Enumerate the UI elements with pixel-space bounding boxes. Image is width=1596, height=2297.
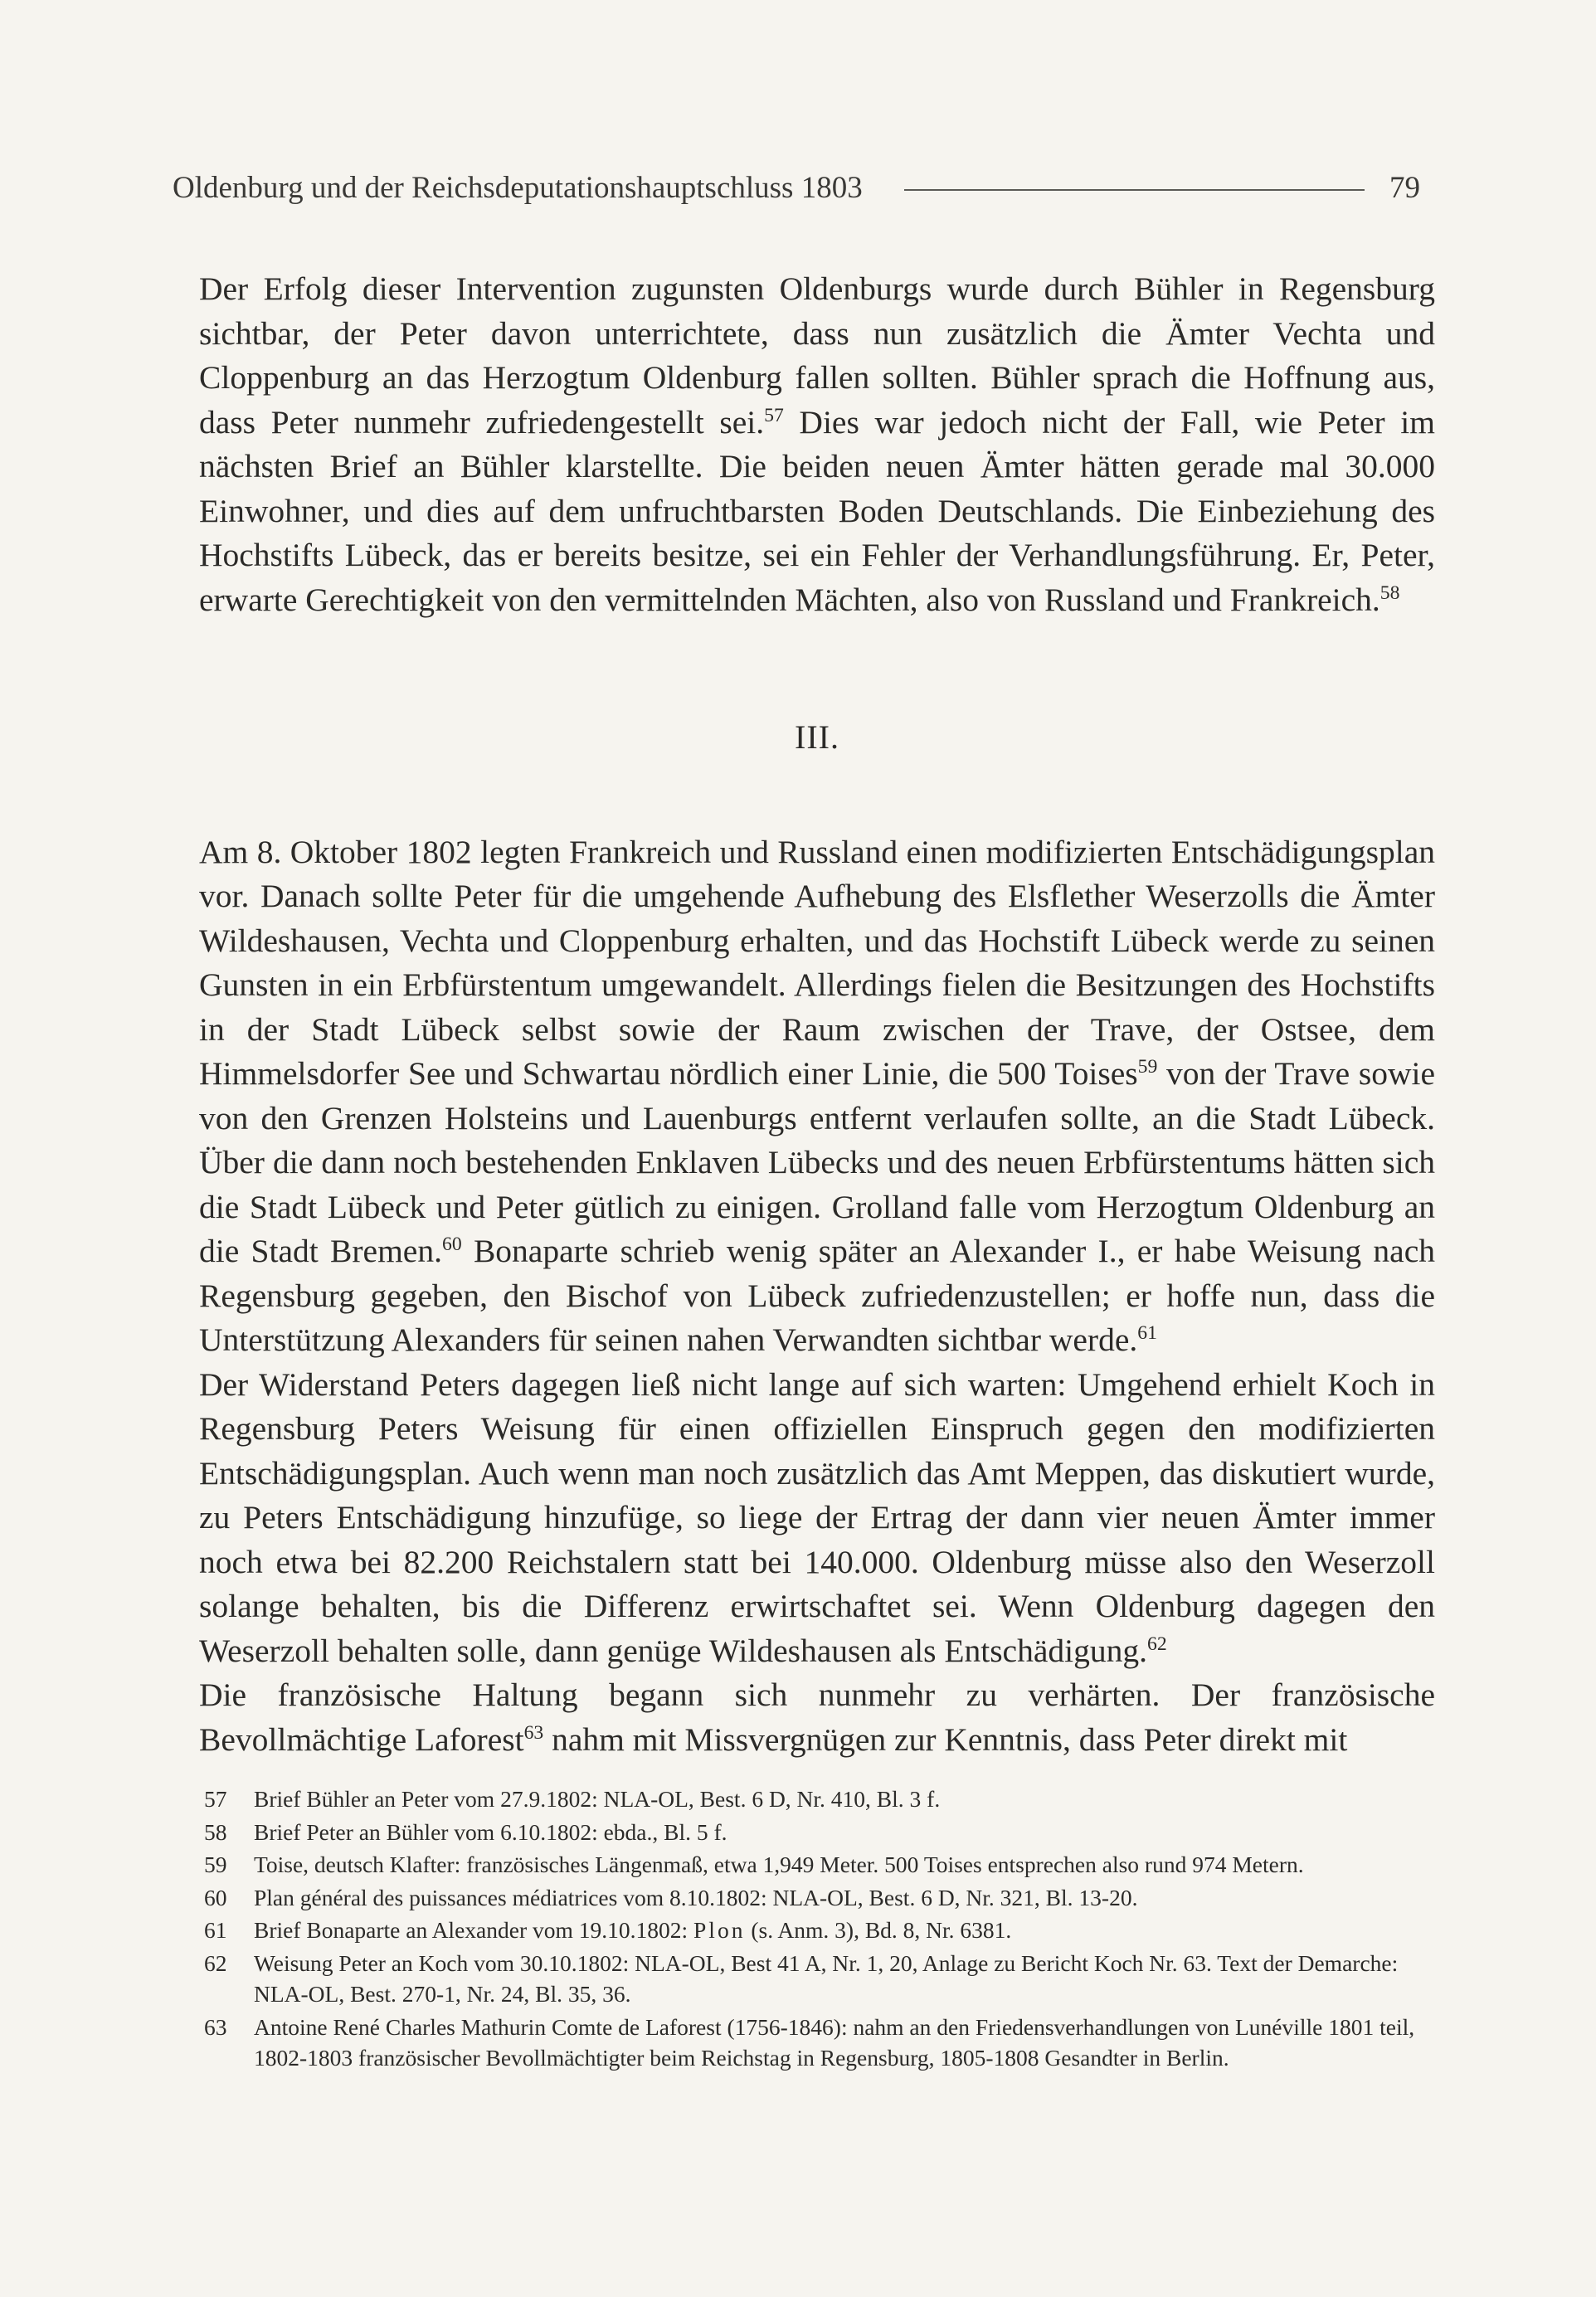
footnote-text: Plan général des puissances médiatrices vom 8.10.1802: NLA-OL, Best. 6 D, Nr. 321, Bl. 13-20. xyxy=(254,1884,1138,1910)
footnote-ref-62: 62 xyxy=(1146,1633,1167,1655)
footnote-ref-57: 57 xyxy=(764,404,784,426)
paragraph-4 xyxy=(199,1673,1435,1762)
paragraph-text: Dies war jedoch nicht der Fall, wie Peter im nächsten Brief an Bühler klarstellte. Die beiden neuen Ämter hätten gerade mal 30.000 Einwohner, und dies auf dem unfruchtbarsten Boden Deutschlands. Die Einbeziehung des Hochstifts Lübeck, das er bereits besitze, sei ein Fehler der Verhandlungsführung. Er, Peter, erwarte Gerechtigkeit von den vermittelnden Mächten, also von Russland und Frankreich. xyxy=(199,403,1435,618)
footnote-text: Weisung Peter an Koch vom 30.10.1802: NLA-OL, Best 41 A, Nr. 1, 20, Anlage zu Bericht Koch Nr. 63. Text der Demarche: NLA-OL, Best. 270-1, Nr. 24, Bl. 35, 36. xyxy=(254,1949,1399,2007)
footnote xyxy=(204,1948,1436,2010)
footnote-ref-58: 58 xyxy=(1379,582,1400,604)
paragraph-1 xyxy=(199,267,1435,622)
footnote xyxy=(204,1882,1436,1914)
page-number: 79 xyxy=(1389,171,1420,205)
footnote xyxy=(204,1849,1436,1881)
footnote xyxy=(204,1784,1436,1815)
paragraph-text: Der Widerstand Peters dagegen ließ nicht lange auf sich warten: Umgehend erhielt Koch in Regensburg Peters Weisung für einen offiziellen Einspruch gegen den modifizierten Entschädigungsplan. Auch wenn man noch zusätzlich das Amt Meppen, das diskutiert wurde, zu Peters Entschädigung hinzufüge, so liege der Ertrag der dann vier neuen Ämter immer noch etwa bei 82.200 Reichstalern statt bei 140.000. Oldenburg müsse also den Weserzoll solange behalten, bis die Differenz erwirtschaftet sei. Wenn Oldenburg dagegen den Weserzoll behalten solle, dann genüge Wildeshausen als Entschädigung. xyxy=(199,1365,1435,1669)
footnote-number: 59 xyxy=(204,1852,227,1877)
footnotes xyxy=(204,1784,1436,2076)
section-heading: III. xyxy=(795,718,839,756)
footnote-text-part: (s. Anm. 3), Bd. 8, Nr. 6381. xyxy=(745,1917,1012,1943)
footnote-ref-63: 63 xyxy=(523,1721,544,1744)
footnote-number: 63 xyxy=(204,2013,227,2040)
header-rule xyxy=(904,189,1365,191)
footnote-ref-61: 61 xyxy=(1137,1321,1157,1344)
footnote-text: Antoine René Charles Mathurin Comte de Laforest (1756-1846): nahm an den Friedensverhandlungen von Lunéville 1801 teil, 1802-1803 französischer Bevollmächtigter beim Reichstag in Regensburg, 1805-1808 Gesandter in Berlin. xyxy=(254,2013,1415,2071)
footnote-text: Brief Bühler an Peter vom 27.9.1802: NLA-OL, Best. 6 D, Nr. 410, Bl. 3 f. xyxy=(254,1786,941,1812)
paragraph-2 xyxy=(199,830,1435,1363)
running-header xyxy=(173,170,1420,206)
paragraph-text: Am 8. Oktober 1802 legten Frankreich und Russland einen modifizierten Entschädigungsplan vor. Danach sollte Peter für die umgehende Aufhebung des Elsflether Weserzolls die Ämter Wildeshausen, Vechta und Cloppenburg erhalten, und das Hochstift Lübeck werde zu seinen Gunsten in ein Erbfürstentum umgewandelt. Allerdings fielen die Besitzungen des Hochstifts in der Stadt Lübeck selbst sowie der Raum zwischen der Trave, der Ostsee, dem Himmelsdorfer See und Schwartau nördlich einer Linie, die 500 Toises xyxy=(199,833,1435,1092)
footnote xyxy=(204,1915,1436,1946)
paragraph-3 xyxy=(199,1363,1435,1674)
footnote-number: 62 xyxy=(204,1949,227,1976)
footnote-text xyxy=(254,1915,1436,1946)
footnote-ref-60: 60 xyxy=(441,1233,462,1255)
footnote-number: 57 xyxy=(204,1786,227,1812)
footnote-text: Toise, deutsch Klafter: französisches Längenmaß, etwa 1,949 Meter. 500 Toises entsprechen also rund 974 Metern. xyxy=(254,1852,1304,1877)
paragraph-text: von der Trave sowie von den Grenzen Holsteins und Lauenburgs entfernt verlaufen sollte, an die Stadt Lübeck. Über die dann noch bestehenden Enklaven Lübecks und des neuen Erbfürstentums hätten sich die Stadt Lübeck und Peter gütlich zu einigen. Grolland falle vom Herzogtum Oldenburg an die Stadt Bremen. xyxy=(199,1055,1435,1269)
footnote-number: 60 xyxy=(204,1884,227,1910)
paragraph-text: Bonaparte schrieb wenig später an Alexander I., er habe Weisung nach Regensburg gegeben, den Bischof von Lübeck zufriedenzustellen; er hoffe nun, dass die Unterstützung Alexanders für seinen nahen Verwandten sichtbar werde. xyxy=(199,1233,1435,1358)
running-title: Oldenburg und der Reichsdeputationshauptschluss 1803 xyxy=(173,171,863,205)
footnote xyxy=(204,2012,1436,2074)
paragraph-text: Der Erfolg dieser Intervention zugunsten Oldenburgs wurde durch Bühler in Regensburg sichtbar, der Peter davon unterrichtete, dass nun zusätzlich die Ämter Vechta und Cloppenburg an das Herzogtum Oldenburg fallen sollten. Bühler sprach die Hoffnung aus, dass Peter nunmehr zufriedengestellt sei. xyxy=(199,270,1435,440)
footnote-ref-59: 59 xyxy=(1137,1055,1158,1078)
footnote-text: Brief Peter an Bühler vom 6.10.1802: ebda., Bl. 5 f. xyxy=(254,1818,727,1845)
paragraph-text: Die französische Haltung begann sich nunmehr zu verhärten. Der französische Bevollmächtige Laforest xyxy=(199,1677,1435,1758)
footnote-number: 58 xyxy=(204,1818,227,1845)
footnote-author: Plon xyxy=(693,1917,746,1943)
footnote xyxy=(204,1817,1436,1848)
paragraph-text: nahm mit Missvergnügen zur Kenntnis, dass Peter direkt mit xyxy=(543,1720,1348,1758)
main-text xyxy=(199,267,1435,1762)
footnote-text-part: Brief Bonaparte an Alexander vom 19.10.1802: xyxy=(254,1917,694,1943)
footnote-number: 61 xyxy=(204,1917,227,1943)
